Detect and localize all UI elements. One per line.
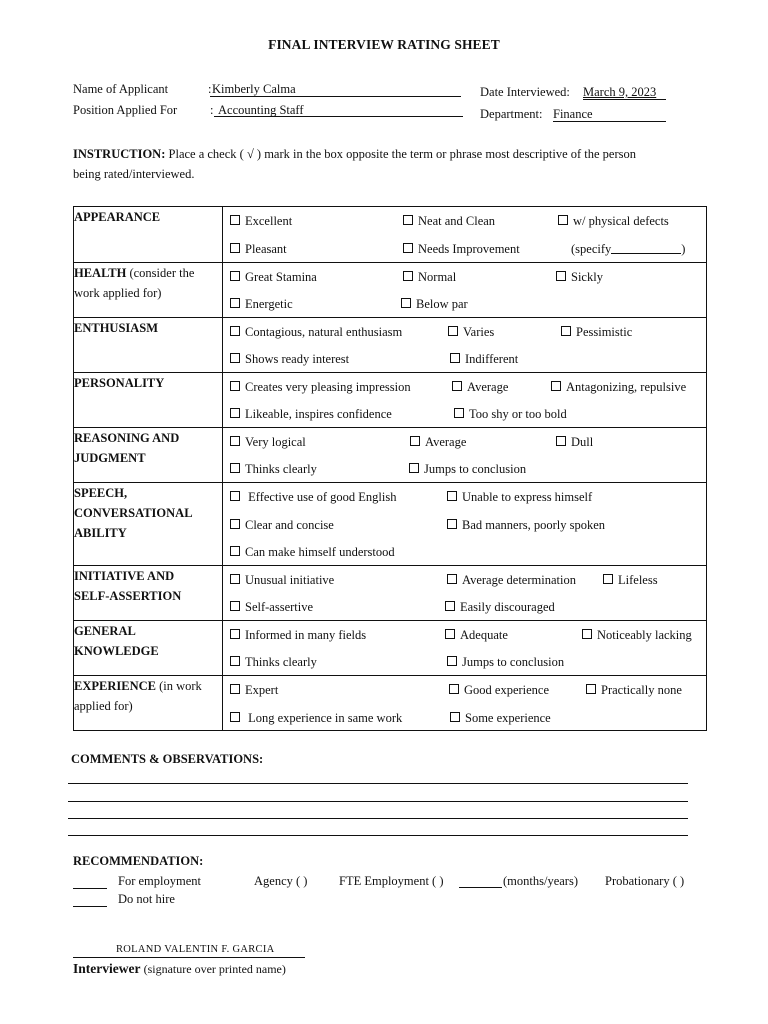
department-label: Department: <box>480 107 543 121</box>
option-practically-none[interactable]: Practically none <box>586 683 682 698</box>
option-neat-and-clean[interactable]: Neat and Clean <box>403 214 495 229</box>
fte-months-blank[interactable] <box>459 887 502 888</box>
option-jumps-to-conclusion[interactable]: Jumps to conclusion <box>447 655 564 670</box>
options-general-knowledge <box>223 621 707 676</box>
checkbox-icon[interactable] <box>230 436 240 446</box>
category-reasoning <box>74 428 223 483</box>
position-value[interactable]: Accounting Staff <box>218 103 304 117</box>
recommendation-label: RECOMMENDATION: <box>73 854 204 868</box>
options-health <box>223 263 707 318</box>
category-name: APPEARANCE <box>74 210 161 224</box>
category-sub: (in work <box>159 679 202 693</box>
option-some-experience[interactable]: Some experience <box>450 711 551 726</box>
option-average[interactable]: Average <box>452 380 508 395</box>
category-name-line2: CONVERSATIONAL <box>74 506 193 520</box>
checkbox-icon[interactable] <box>603 574 613 584</box>
interviewer-note: (signature over printed name) <box>143 962 286 976</box>
checkbox-icon[interactable] <box>230 298 240 308</box>
option-energetic[interactable]: Energetic <box>230 297 293 312</box>
specify-field[interactable]: (specify ) <box>571 242 686 256</box>
checkbox-icon[interactable] <box>556 436 566 446</box>
checkbox-icon[interactable] <box>230 353 240 363</box>
checkbox-icon[interactable] <box>403 215 413 225</box>
option-antagonizing[interactable]: Antagonizing, repulsive <box>551 380 686 395</box>
checkbox-icon[interactable] <box>447 656 457 666</box>
checkbox-icon[interactable] <box>452 381 462 391</box>
checkbox-icon[interactable] <box>447 519 457 529</box>
category-name: ENTHUSIASM <box>74 321 159 335</box>
category-name-line2: KNOWLEDGE <box>74 644 159 658</box>
option-noticeably-lacking[interactable]: Noticeably lacking <box>582 628 692 643</box>
option-too-shy-or-too-bold[interactable]: Too shy or too bold <box>454 407 567 422</box>
category-name-line2: JUDGMENT <box>74 451 146 465</box>
checkbox-icon[interactable] <box>230 712 240 722</box>
instruction-text1: Place a check ( √ ) mark in the box opposite the term or phrase most descriptive of the person <box>168 147 636 161</box>
category-initiative <box>74 566 223 621</box>
rating-row-health <box>74 263 707 318</box>
checkbox-icon[interactable] <box>230 519 240 529</box>
for-employment-blank[interactable] <box>73 888 107 889</box>
option-varies[interactable]: Varies <box>448 325 494 340</box>
option-unable-to-express[interactable]: Unable to express himself <box>447 490 592 505</box>
category-experience <box>74 676 223 731</box>
checkbox-icon[interactable] <box>230 491 240 501</box>
option-pleasant[interactable]: Pleasant <box>230 242 287 257</box>
checkbox-icon[interactable] <box>230 684 240 694</box>
position-applied-label: Position Applied For <box>73 103 178 117</box>
rating-row-general-knowledge <box>74 621 707 676</box>
comments-label: COMMENTS & OBSERVATIONS: <box>71 752 264 766</box>
category-enthusiasm <box>74 318 223 373</box>
interviewer-caption <box>73 961 286 977</box>
checkbox-icon[interactable] <box>230 215 240 225</box>
checkbox-icon[interactable] <box>230 381 240 391</box>
checkbox-icon[interactable] <box>230 574 240 584</box>
category-health <box>74 263 223 318</box>
interviewer-label: Interviewer <box>73 961 141 976</box>
checkbox-icon[interactable] <box>450 353 460 363</box>
category-name: PERSONALITY <box>74 376 165 390</box>
category-personality <box>74 373 223 428</box>
comment-line-2[interactable] <box>68 801 688 802</box>
option-shows-ready-interest[interactable]: Shows ready interest <box>230 352 349 367</box>
checkbox-icon[interactable] <box>409 463 419 473</box>
rating-row-reasoning <box>74 428 707 483</box>
options-speech <box>223 483 707 566</box>
checkbox-icon[interactable] <box>230 463 240 473</box>
option-indifferent[interactable]: Indifferent <box>450 352 518 367</box>
options-initiative <box>223 566 707 621</box>
option-below-par[interactable]: Below par <box>401 297 468 312</box>
checkbox-icon[interactable] <box>551 381 561 391</box>
checkbox-icon[interactable] <box>230 326 240 336</box>
options-appearance <box>223 207 707 263</box>
checkbox-icon[interactable] <box>230 601 240 611</box>
checkbox-icon[interactable] <box>449 684 459 694</box>
option-easily-discouraged[interactable]: Easily discouraged <box>445 600 555 615</box>
category-sub: (consider the <box>129 266 195 280</box>
date-interviewed-label: Date Interviewed: <box>480 85 570 99</box>
category-name: REASONING AND <box>74 431 180 445</box>
category-sub2: work applied for) <box>74 286 162 300</box>
interviewer-name: ROLAND VALENTIN F. GARCIA <box>116 944 275 955</box>
fte-option[interactable]: FTE Employment ( ) <box>339 874 444 888</box>
options-personality <box>223 373 707 428</box>
option-bad-manners[interactable]: Bad manners, poorly spoken <box>447 518 605 533</box>
option-good-experience[interactable]: Good experience <box>449 683 549 698</box>
rating-row-initiative <box>74 566 707 621</box>
checkbox-icon[interactable] <box>454 408 464 418</box>
category-name-line3: ABILITY <box>74 526 127 540</box>
option-great-stamina[interactable]: Great Stamina <box>230 270 317 285</box>
colon: : <box>208 82 212 96</box>
category-appearance <box>74 207 223 263</box>
instruction-line2: being rated/interviewed. <box>73 167 195 181</box>
option-expert[interactable]: Expert <box>230 683 278 698</box>
options-experience <box>223 676 707 731</box>
option-informed[interactable]: Informed in many fields <box>230 628 366 643</box>
option-understood[interactable]: Can make himself understood <box>230 545 395 560</box>
rating-row-appearance <box>74 207 707 263</box>
rating-row-speech <box>74 483 707 566</box>
checkbox-icon[interactable] <box>403 271 413 281</box>
department-underline <box>553 121 666 122</box>
option-creates-pleasing-impression[interactable]: Creates very pleasing impression <box>230 380 411 395</box>
agency-option[interactable]: Agency ( ) <box>254 874 308 888</box>
checkbox-icon[interactable] <box>445 629 455 639</box>
option-very-logical[interactable]: Very logical <box>230 435 306 450</box>
option-pessimistic[interactable]: Pessimistic <box>561 325 632 340</box>
option-lifeless[interactable]: Lifeless <box>603 573 658 588</box>
checkbox-icon[interactable] <box>230 408 240 418</box>
date-interviewed-value[interactable]: March 9, 2023 <box>583 85 657 99</box>
option-unusual-initiative[interactable]: Unusual initiative <box>230 573 334 588</box>
rating-row-enthusiasm <box>74 318 707 373</box>
checkbox-icon[interactable] <box>558 215 568 225</box>
probationary-option[interactable]: Probationary ( ) <box>605 874 685 888</box>
comment-line-3[interactable] <box>68 818 688 819</box>
options-enthusiasm <box>223 318 707 373</box>
instruction-label: INSTRUCTION: <box>73 147 166 161</box>
option-thinks-clearly[interactable]: Thinks clearly <box>230 462 317 477</box>
checkbox-icon[interactable] <box>582 629 592 639</box>
months-years-label: (months/years) <box>503 874 578 888</box>
category-name: INITIATIVE AND <box>74 569 175 583</box>
option-effective-english[interactable]: Effective use of good English <box>230 490 396 505</box>
option-average-determination[interactable]: Average determination <box>447 573 576 588</box>
option-excellent[interactable]: Excellent <box>230 214 292 229</box>
category-name-line2: SELF-ASSERTION <box>74 589 182 603</box>
checkbox-icon[interactable] <box>230 629 240 639</box>
do-not-hire-label: Do not hire <box>118 892 175 906</box>
category-name: SPEECH, <box>74 486 128 500</box>
do-not-hire-blank[interactable] <box>73 906 107 907</box>
checkbox-icon[interactable] <box>450 712 460 722</box>
signature-line[interactable] <box>73 957 305 958</box>
option-sickly[interactable]: Sickly <box>556 270 603 285</box>
comment-line-1[interactable] <box>68 783 688 784</box>
applicant-name-underline <box>210 96 461 97</box>
option-contagious[interactable]: Contagious, natural enthusiasm <box>230 325 402 340</box>
specify-blank[interactable] <box>611 242 681 254</box>
comment-line-4[interactable] <box>68 835 688 836</box>
date-underline <box>583 99 666 100</box>
rating-row-personality <box>74 373 707 428</box>
option-needs-improvement[interactable]: Needs Improvement <box>403 242 520 257</box>
name-of-applicant-label: Name of Applicant <box>73 82 169 96</box>
checkbox-icon[interactable] <box>556 271 566 281</box>
option-clear-and-concise[interactable]: Clear and concise <box>230 518 334 533</box>
checkbox-icon[interactable] <box>230 656 240 666</box>
checkbox-icon[interactable] <box>230 243 240 253</box>
category-speech <box>74 483 223 566</box>
option-jumps-to-conclusion[interactable]: Jumps to conclusion <box>409 462 526 477</box>
page-title: FINAL INTERVIEW RATING SHEET <box>268 37 500 52</box>
department-value[interactable]: Finance <box>553 107 593 121</box>
checkbox-icon[interactable] <box>410 436 420 446</box>
option-normal[interactable]: Normal <box>403 270 456 285</box>
checkbox-icon[interactable] <box>230 271 240 281</box>
for-employment-label: For employment <box>118 874 201 888</box>
category-name: HEALTH <box>74 266 127 280</box>
checkbox-icon[interactable] <box>445 601 455 611</box>
checkbox-icon[interactable] <box>586 684 596 694</box>
checkbox-icon[interactable] <box>448 326 458 336</box>
option-physical-defects[interactable]: w/ physical defects <box>558 214 669 229</box>
category-name: EXPERIENCE <box>74 679 156 693</box>
category-name: GENERAL <box>74 624 136 638</box>
checkbox-icon[interactable] <box>230 546 240 556</box>
checkbox-icon[interactable] <box>561 326 571 336</box>
checkbox-icon[interactable] <box>447 491 457 501</box>
applicant-name-value[interactable]: Kimberly Calma <box>212 82 296 96</box>
checkbox-icon[interactable] <box>401 298 411 308</box>
option-adequate[interactable]: Adequate <box>445 628 508 643</box>
category-general-knowledge <box>74 621 223 676</box>
rating-row-experience <box>74 676 707 731</box>
instruction-line1 <box>73 147 636 162</box>
option-average[interactable]: Average <box>410 435 466 450</box>
category-sub2: applied for) <box>74 699 133 713</box>
rating-table <box>73 206 707 731</box>
option-self-assertive[interactable]: Self-assertive <box>230 600 313 615</box>
options-reasoning <box>223 428 707 483</box>
option-likeable[interactable]: Likeable, inspires confidence <box>230 407 392 422</box>
position-underline <box>214 116 463 117</box>
option-long-experience[interactable]: Long experience in same work <box>230 711 402 726</box>
checkbox-icon[interactable] <box>403 243 413 253</box>
option-thinks-clearly[interactable]: Thinks clearly <box>230 655 317 670</box>
checkbox-icon[interactable] <box>447 574 457 584</box>
colon: : <box>210 103 214 117</box>
option-dull[interactable]: Dull <box>556 435 593 450</box>
